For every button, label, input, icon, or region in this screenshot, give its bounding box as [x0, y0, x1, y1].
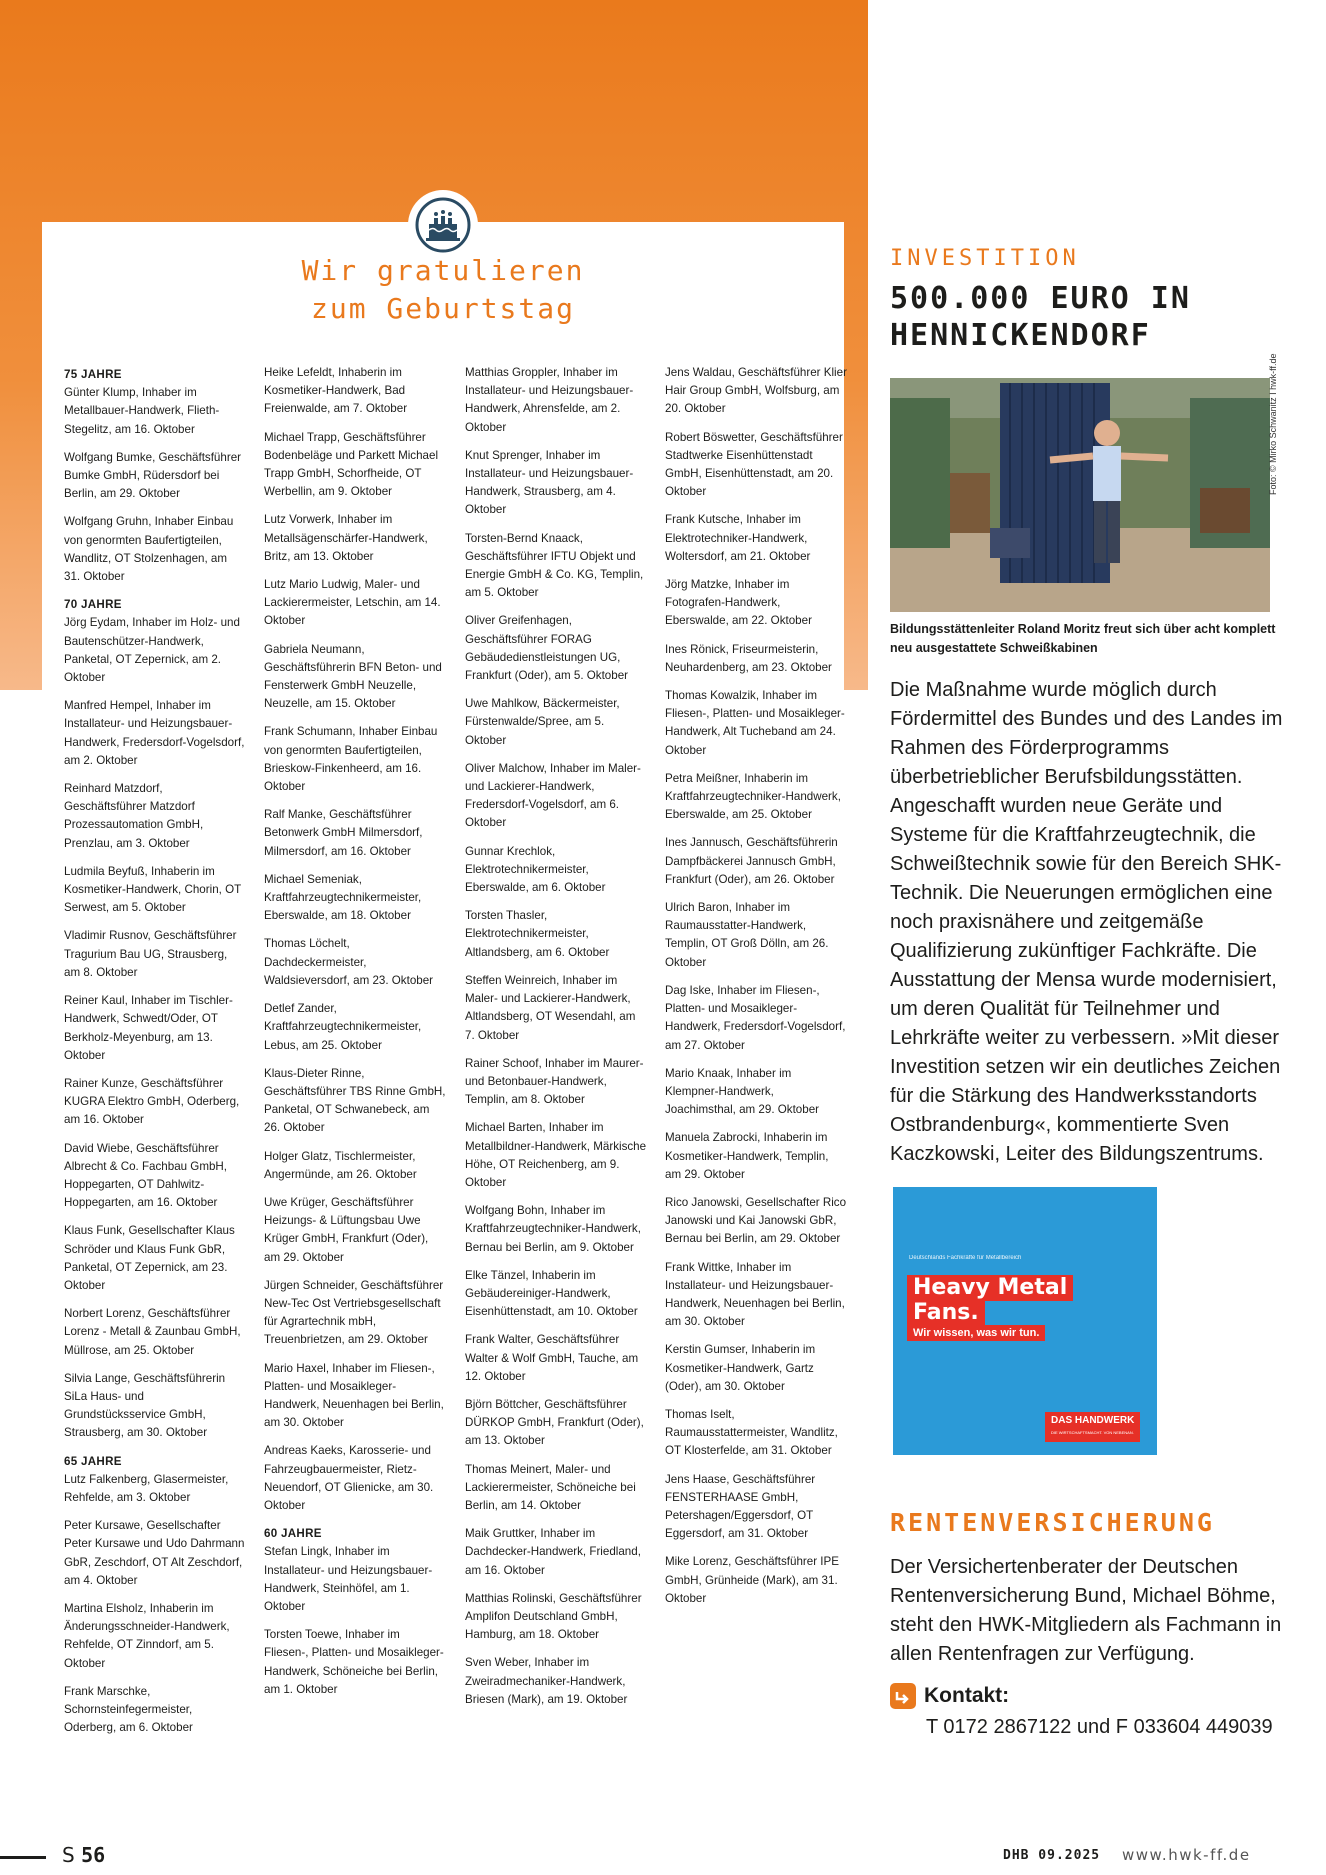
- birthday-entry: Michael Semeniak, Kraftfahrzeugtechnikermeister, Eberswalde, am 18. Oktober: [264, 872, 422, 923]
- birthday-entry: Günter Klump, Inhaber im Metallbauer-Handwerk, Flieth-Stegelitz, am 16. Oktober: [64, 386, 220, 436]
- page-number-value: 56: [81, 1843, 106, 1867]
- birthday-entry: Reinhard Matzdorf, Geschäftsführer Matzdorf Prozessautomation GmbH, Prenzlau, am 3. Oktober: [64, 782, 204, 850]
- birthday-entry: Detlef Zander, Kraftfahrzeugtechnikermeister, Lebus, am 25. Oktober: [264, 1002, 422, 1052]
- birthday-entry: Maik Gruttker, Inhaber im Dachdecker-Handwerk, Friedland, am 16. Oktober: [465, 1527, 641, 1577]
- birthday-entry: Robert Böswetter, Geschäftsführer Stadtwerke Eisenhüttenstadt GmbH, Eisenhüttenstadt, am 20. Oktober: [665, 430, 843, 499]
- birthday-entry: Michael Barten, Inhaber im Metallbildner-Handwerk, Märkische Höhe, OT Reichenberg, am 9. Oktober: [465, 1121, 647, 1189]
- birthday-entry: Elke Tänzel, Inhaberin im Gebäudereiniger-Handwerk, Eisenhüttenstadt, am 10. Oktober: [465, 1268, 638, 1319]
- birthday-entry: Knut Sprenger, Inhaber im Installateur- und Heizungsbauer-Handwerk, Strausberg, am 4. Oktober: [465, 448, 634, 517]
- birthday-entry: Mario Knaak, Inhaber im Klempner-Handwerk, Joachimsthal, am 29. Oktober: [665, 1066, 820, 1117]
- page-prefix: S: [62, 1843, 75, 1867]
- footer-rule: [0, 1856, 46, 1859]
- birthday-entry: David Wiebe, Geschäftsführer Albrecht & Co. Fachbau GmbH, Hoppegarten, OT Dahlwitz-Hoppegarten, am 16. Oktober: [64, 1141, 228, 1210]
- page-number: [62, 1843, 105, 1867]
- birthday-entry: Klaus Funk, Gesellschafter Klaus Schröder und Klaus Funk GbR, Panketal, OT Zepernick, am 23. Oktober: [64, 1224, 235, 1292]
- birthday-cake-icon: [415, 197, 471, 253]
- birthday-entry: Björn Böttcher, Geschäftsführer DÜRKOP GmbH, Frankfurt (Oder), am 13. Oktober: [465, 1397, 644, 1448]
- birthday-entry: Frank Marschke, Schornsteinfegermeister, Oderberg, am 6. Oktober: [64, 1684, 193, 1735]
- welding-workshop-photo: [890, 378, 1270, 612]
- birthday-entry: Jörg Eydam, Inhaber im Holz- und Bautenschützer-Handwerk, Panketal, OT Zepernick, am 2. Oktober: [64, 616, 240, 685]
- birthday-entry: Rico Janowski, Gesellschafter Rico Janowski und Kai Janowski GbR, Bernau bei Berlin, am 29. Oktober: [665, 1195, 847, 1246]
- age-heading: 70 JAHRE: [64, 598, 122, 612]
- birthday-entry: Mario Haxel, Inhaber im Fliesen-, Platten- und Mosaikleger-Handwerk, Neuenhagen bei Berlin, am 30. Oktober: [264, 1361, 444, 1430]
- birthday-entry: Sven Weber, Inhaber im Zweiradmechaniker-Handwerk, Briesen (Mark), am 19. Oktober: [465, 1656, 628, 1706]
- birthday-entry: Torsten-Bernd Knaack, Geschäftsführer IFTU Objekt und Energie GmbH & Co. KG, Templin, am 5. Oktober: [465, 531, 644, 600]
- birthday-entry: Manfred Hempel, Inhaber im Installateur- und Heizungsbauer-Handwerk, Fredersdorf-Vogelsdorf, am 2. Oktober: [64, 699, 245, 767]
- birthday-entry: Andreas Kaeks, Karosserie- und Fahrzeugbauermeister, Rietz-Neuendorf, OT Glienicke, am 30. Oktober: [264, 1444, 434, 1512]
- birthday-entry: Heike Lefeldt, Inhaberin im Kosmetiker-Handwerk, Bad Freienwalde, am 7. Oktober: [264, 366, 408, 416]
- birthday-entry: Ralf Manke, Geschäftsführer Betonwerk GmbH Milmersdorf, Milmersdorf, am 16. Oktober: [264, 808, 423, 858]
- contact-numbers[interactable]: T 0172 2867122 und F 033604 449039: [926, 1716, 1273, 1738]
- birthday-entry: Thomas Löchelt, Dachdeckermeister, Waldsieversdorf, am 23. Oktober: [264, 937, 434, 987]
- birthday-entry: Lutz Mario Ludwig, Maler- und Lackierermeister, Letschin, am 14. Oktober: [264, 578, 441, 628]
- birthday-entry: Holger Glatz, Tischlermeister, Angermünde, am 26. Oktober: [264, 1149, 417, 1181]
- birthday-title-line1: Wir gratulieren: [301, 254, 585, 287]
- investition-headline: [890, 280, 1310, 354]
- investition-kicker: INVESTITION: [890, 246, 1080, 271]
- rente-text: Der Versichertenberater der Deutschen Rentenversicherung Bund, Michael Böhme, steht den HWK-Mitgliedern als Fachmann in allen Rentenfragen zur Verfügung.: [890, 1556, 1282, 1665]
- birthday-entry: Frank Kutsche, Inhaber im Elektrotechniker-Handwerk, Woltersdorf, am 21. Oktober: [665, 513, 811, 563]
- birthday-entry: Ines Jannusch, Geschäftsführerin Dampfbäckerei Jannusch GmbH, Frankfurt (Oder), am 26. Oktober: [665, 836, 838, 886]
- birthday-entry: Thomas Kowalzik, Inhaber im Fliesen-, Platten- und Mosaikleger-Handwerk, Alt Tucheband am 24. Oktober: [665, 689, 845, 757]
- birthday-entry: Norbert Lorenz, Geschäftsführer Lorenz - Metall & Zaunbau GmbH, Müllrose, am 25. Oktober: [64, 1307, 241, 1357]
- birthday-entry: Manuela Zabrocki, Inhaberin im Kosmetiker-Handwerk, Templin, am 29. Oktober: [665, 1131, 829, 1181]
- birthday-title: [42, 252, 844, 328]
- birthday-entry: Vladimir Rusnov, Geschäftsführer Tragurium Bau UG, Strausberg, am 8. Oktober: [64, 929, 237, 979]
- birthday-entry: Mike Lorenz, Geschäftsführer IPE GmbH, Grünheide (Mark), am 31. Oktober: [665, 1555, 839, 1605]
- birthday-entry: Dag Iske, Inhaber im Fliesen-, Platten- und Mosaikleger-Handwerk, Fredersdorf-Vogelsdorf, am 27. Oktober: [665, 983, 846, 1052]
- ad-headline-1: Heavy Metal: [907, 1275, 1073, 1301]
- birthday-entry: Jens Haase, Geschäftsführer FENSTERHAASE GmbH, Petershagen/Eggersdorf, OT Eggersdorf, am 31. Oktober: [665, 1472, 816, 1541]
- arrow-icon: [890, 1683, 916, 1709]
- birthday-entry: Matthias Rolinski, Geschäftsführer Amplifon Deutschland GmbH, Hamburg, am 18. Oktober: [465, 1591, 642, 1642]
- birthday-entry: Petra Meißner, Inhaberin im Kraftfahrzeugtechniker-Handwerk, Eberswalde, am 25. Oktober: [665, 771, 841, 822]
- birthday-entry: Klaus-Dieter Rinne, Geschäftsführer TBS Rinne GmbH, Panketal, OT Schwanebeck, am 26. Oktober: [264, 1066, 446, 1135]
- birthday-entry: Matthias Groppler, Inhaber im Installateur- und Heizungsbauer-Handwerk, Ahrensfelde, am 2. Oktober: [465, 366, 634, 434]
- birthday-entry: Lutz Falkenberg, Glasermeister, Rehfelde, am 3. Oktober: [64, 1472, 229, 1504]
- birthday-entry: Silvia Lange, Geschäftsführerin SiLa Haus- und Grundstücksservice GmbH, Strausberg, am 30. Oktober: [64, 1371, 226, 1440]
- contact-label: Kontakt:: [924, 1684, 1010, 1707]
- birthday-entry: Gabriela Neumann, Geschäftsführerin BFN Beton- und Fensterwerk GmbH Neuzelle, Neuzelle, am 15. Oktober: [264, 642, 442, 711]
- cake-badge: [408, 190, 478, 260]
- birthday-entry: Frank Schumann, Inhaber Einbau von genormten Baufertigteilen, Brieskow-Finkenheerd, am 16. Oktober: [264, 725, 438, 794]
- photo-credit: Foto: © Mirko Schwanitz I hwk-ff.de: [1268, 353, 1278, 495]
- handwerk-logo-claim: DIE WIRTSCHAFTSMACHT. VON NEBENAN.: [1051, 1430, 1134, 1435]
- birthday-entry: Oliver Greifenhagen, Geschäftsführer FORAG Gebäudedienstleistungen UG, Frankfurt (Oder), am 5. Oktober: [465, 614, 629, 683]
- birthday-entry: Rainer Kunze, Geschäftsführer KUGRA Elektro GmbH, Oderberg, am 16. Oktober: [64, 1076, 240, 1127]
- ad-subline: Wir wissen, was wir tun.: [907, 1325, 1045, 1341]
- workshop-photo-illustration: [890, 378, 1270, 612]
- photo-caption: Bildungsstättenleiter Roland Moritz freut sich über acht komplett neu ausgestattete Schweißkabinen: [890, 622, 1276, 655]
- birthday-entry: Lutz Vorwerk, Inhaber im Metallsägenschärfer-Handwerk, Britz, am 13. Oktober: [264, 513, 428, 563]
- birthday-entry: Thomas Meinert, Maler- und Lackierermeister, Schöneiche bei Berlin, am 14. Oktober: [465, 1462, 636, 1512]
- birthday-entry: Oliver Malchow, Inhaber im Maler- und Lackierer-Handwerk, Fredersdorf-Vogelsdorf, am 6. Oktober: [465, 761, 641, 830]
- birthday-entry: Torsten Thasler, Elektrotechnikermeister, Altlandsberg, am 6. Oktober: [465, 909, 610, 959]
- headline-line2: HENNICKENDORF: [890, 318, 1151, 353]
- birthday-column-1: [64, 364, 246, 1747]
- birthday-title-line2: zum Geburtstag: [310, 292, 575, 325]
- birthday-entry: Ulrich Baron, Inhaber im Raumausstatter-Handwerk, Templin, OT Groß Dölln, am 26. Oktober: [665, 901, 829, 969]
- heavy-metal-ad[interactable]: [893, 1187, 1157, 1455]
- birthday-entry: Jens Waldau, Geschäftsführer Klier Hair Group GmbH, Wolfsburg, am 20. Oktober: [665, 366, 847, 416]
- birthday-entry: Wolfgang Bohn, Inhaber im Kraftfahrzeugtechniker-Handwerk, Bernau bei Berlin, am 9. Oktober: [465, 1204, 641, 1254]
- contact-row: [890, 1683, 1009, 1709]
- birthday-entry: Peter Kursawe, Gesellschafter Peter Kursawe und Udo Dahrmann GbR, Zeschdorf, OT Alt Zeschdorf, am 4. Oktober: [64, 1519, 245, 1587]
- birthday-entry: Reiner Kaul, Inhaber im Tischler-Handwerk, Schwedt/Oder, OT Berkholz-Meyenburg, am 13. Oktober: [64, 994, 233, 1062]
- headline-line1: 500.000 EURO IN: [890, 281, 1191, 316]
- birthday-entry: Wolfgang Bumke, Geschäftsführer Bumke GmbH, Rüdersdorf bei Berlin, am 29. Oktober: [64, 450, 241, 501]
- birthday-entry: Jürgen Schneider, Geschäftsführer New-Tec Ost Vertriebsgesellschaft für Agrartechnik mbH, Treuenbrietzen, am 29. Oktober: [264, 1278, 444, 1347]
- age-heading: 65 JAHRE: [64, 1454, 122, 1468]
- investition-body: Die Maßnahme wurde möglich durch Fördermittel des Bundes und des Landes im Rahmen des Förderprogramms überbetrieblicher Berufsbildungsstätten. Angeschafft wurden neue Geräte und Systeme für die Kraftfahrzeugtechnik, die Schweißtechnik sowie für den Bereich SHK-Technik. Die Neuerungen ermöglichen eine noch praxisnähere und zeitgemäße Qualifizierung zukünftiger Fachkräfte. Die Ausstattung der Mensa wurde modernisiert, um deren Qualität für Teilnehmer und Lehrkräfte weiter zu verbessern. »Mit dieser Investition setzen wir ein deutliches Zeichen für die Stärkung des Handwerksstandorts Ostbrandenburg«, kommentierte Sven Kaczkowski, Leiter des Bildungszentrums.: [890, 679, 1283, 1165]
- birthday-entry: Uwe Mahlkow, Bäckermeister, Fürstenwalde/Spree, am 5. Oktober: [465, 697, 620, 747]
- birthday-column-2: [264, 364, 446, 1709]
- age-heading: 75 JAHRE: [64, 368, 122, 381]
- birthday-entry: Gunnar Krechlok, Elektrotechnikermeister, Eberswalde, am 6. Oktober: [465, 844, 606, 895]
- handwerk-logo: [1045, 1412, 1140, 1442]
- birthday-entry: Wolfgang Gruhn, Inhaber Einbau von genormten Baufertigteilen, Wandlitz, OT Stolzenhagen, am 31. Oktober: [64, 515, 234, 584]
- rente-title: RENTENVERSICHERUNG: [890, 1508, 1215, 1537]
- birthday-entry: Martina Elsholz, Inhaberin im Änderungsschneider-Handwerk, Rehfelde, OT Zinndorf, am 5. Oktober: [64, 1601, 230, 1670]
- birthday-entry: Ludmila Beyfuß, Inhaberin im Kosmetiker-Handwerk, Chorin, OT Serwest, am 5. Oktober: [64, 864, 241, 915]
- birthday-entry: Stefan Lingk, Inhaber im Installateur- und Heizungsbauer-Handwerk, Steinhöfel, am 1. Oktober: [264, 1545, 433, 1613]
- birthday-entry: Jörg Matzke, Inhaber im Fotografen-Handwerk, Eberswalde, am 22. Oktober: [665, 578, 812, 628]
- birthday-entry: Torsten Toewe, Inhaber im Fliesen-, Platten- und Mosaikleger-Handwerk, Schöneiche bei Berlin, am 1. Oktober: [264, 1628, 444, 1696]
- age-heading: 60 JAHRE: [264, 1527, 322, 1541]
- birthday-entry: Steffen Weinreich, Inhaber im Maler- und Lackierer-Handwerk, Altlandsberg, OT Wesendahl, am 7. Oktober: [465, 973, 636, 1042]
- birthday-entry: Frank Walter, Geschäftsführer Walter & Wolf GmbH, Tauche, am 12. Oktober: [465, 1333, 639, 1383]
- handwerk-logo-text: DAS HANDWERK: [1051, 1415, 1135, 1426]
- birthday-entry: Frank Wittke, Inhaber im Installateur- und Heizungsbauer-Handwerk, Neuenhagen bei Berlin, am 30. Oktober: [665, 1260, 845, 1329]
- birthday-column-3: [465, 364, 647, 1719]
- birthday-entry: Thomas Iselt, Raumausstattermeister, Wandlitz, OT Klosterfelde, am 31. Oktober: [665, 1407, 838, 1458]
- birthday-entry: Ines Rönick, Friseurmeisterin, Neuhardenberg, am 23. Oktober: [665, 642, 832, 674]
- footer-issue: DHB 09.2025: [1003, 1848, 1101, 1863]
- birthday-entry: Michael Trapp, Geschäftsführer Bodenbeläge und Parkett Michael Trapp GmbH, Schorfheide, OT Werbellin, am 9. Oktober: [264, 430, 439, 499]
- birthday-entry: Rainer Schoof, Inhaber im Maurer- und Betonbauer-Handwerk, Templin, am 8. Oktober: [465, 1056, 644, 1107]
- footer-url[interactable]: www.hwk-ff.de: [1122, 1846, 1251, 1864]
- birthday-entry: Kerstin Gumser, Inhaberin im Kosmetiker-Handwerk, Gartz (Oder), am 30. Oktober: [665, 1343, 816, 1393]
- ad-small-text: Deutschlands Fachkräfte für Metallbereich: [909, 1255, 1022, 1261]
- birthday-entry: Uwe Krüger, Geschäftsführer Heizungs- & Lüftungsbau Uwe Krüger GmbH, Frankfurt (Oder), am 29. Oktober: [264, 1195, 429, 1264]
- birthday-column-4: [665, 364, 847, 1618]
- ad-headline-2: Fans.: [907, 1300, 985, 1326]
